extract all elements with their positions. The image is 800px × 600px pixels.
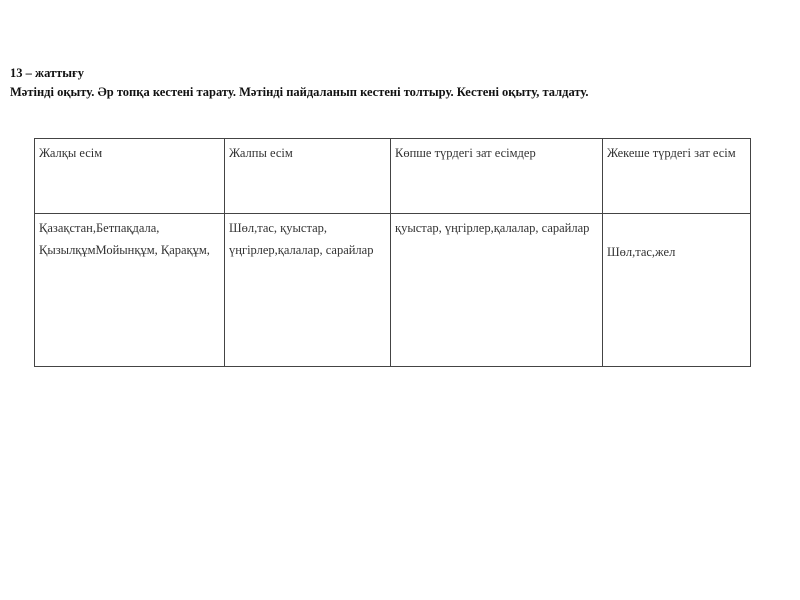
- cell-plural-nouns: қуыстар, үңгірлер,қалалар, сарайлар: [391, 214, 603, 367]
- table-row: [35, 214, 751, 367]
- cell-common-nouns: Шөл,тас, қуыстар, үңгірлер,қалалар, сарайлар: [225, 214, 391, 367]
- cell-proper-nouns: Қазақстан,Бетпақдала, ҚызылқұмМойынқұм, Қарақұм,: [35, 214, 225, 367]
- table-header-row: [35, 139, 751, 214]
- header-cell-proper-noun: Жалқы есім: [35, 139, 225, 214]
- exercise-number: 13 – жаттығу: [10, 66, 84, 80]
- cell-singular-nouns: Шөл,тас,жел: [603, 214, 751, 367]
- exercise-instructions: Мәтінді оқыту. Әр топқа кестені тарату. Мәтінді пайдаланып кестені толтыру. Кестені оқыту, талдату.: [10, 85, 589, 99]
- noun-classification-table: [34, 138, 751, 367]
- exercise-heading: [10, 64, 790, 102]
- header-cell-plural-nouns: Көпше түрдегі зат есімдер: [391, 139, 603, 214]
- header-cell-singular-noun: Жекеше түрдегі зат есім: [603, 139, 751, 214]
- header-cell-common-noun: Жалпы есім: [225, 139, 391, 214]
